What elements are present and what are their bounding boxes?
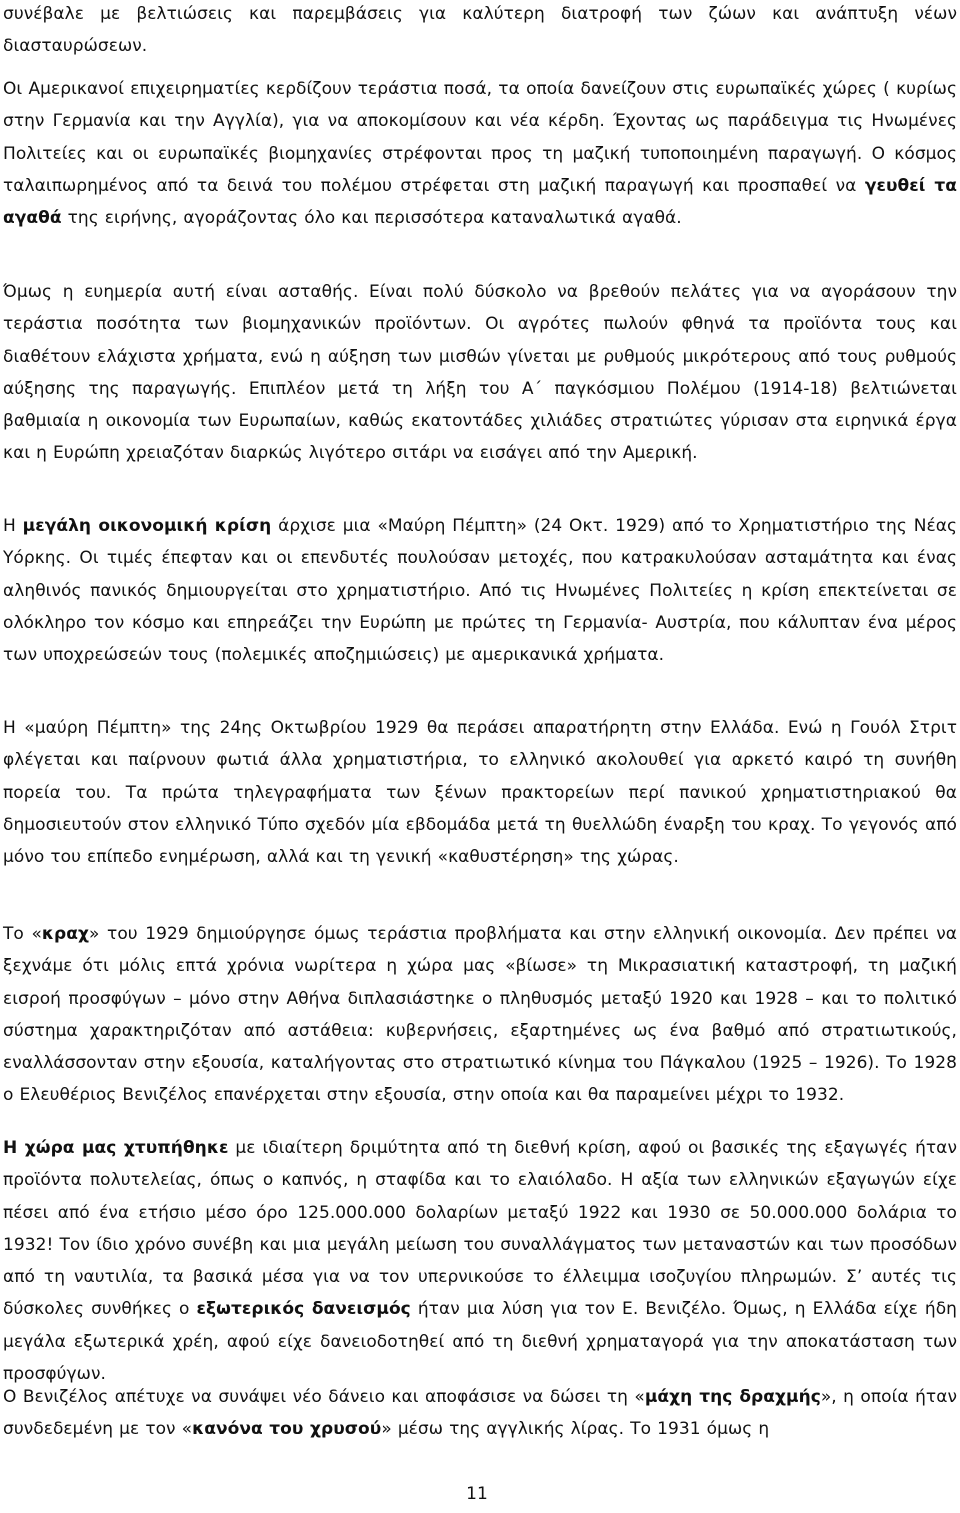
bold-text-run: μάχη της δραχμής: [644, 1387, 821, 1407]
text-run: », η οποία ήταν συνδεδεμένη με τον «: [3, 1387, 957, 1440]
text-run: Η: [3, 516, 23, 536]
text-run: της ειρήνης, αγοράζοντας όλο και περισσότερα καταναλωτικά αγαθά.: [61, 208, 682, 229]
text-run: Όμως η ευημερία αυτή είναι ασταθής. Είναι πολύ δύσκολο να βρεθούν πελάτες για να αγοράσουν την τεράστια ποσότητα των βιομηχανικών προϊόντων. Οι αγρότες πωλούν φθηνά τα προϊόντα τους και διαθέτουν ελάχιστα χρήματα, ενώ η αύξηση των μισθών γίνεται με ρυθμούς μικρότερους από τους ρυθμούς αύξησης της παραγωγής. Επιπλέον μετά τη λήξη του Α΄ παγκόσμιου Πολέμου (1914-18) βελτιώνεται βαθμιαία η οικονομία των Ευρωπαίων, καθώς εκατοντάδες χιλιάδες στρατιώτες γύρισαν στα ειρηνικά έργα και η Ευρώπη χρειαζόταν διαρκώς λιγότερο σιτάρι να εισάγει από την Αμερική.: [3, 282, 957, 464]
text-run: άρχισε μια «Μαύρη Πέμπτη» (24 Οκτ. 1929) από το Χρηματιστήριο της Νέας Υόρκης. Οι τιμές έπεφταν και οι επενδυτές πουλούσαν μετοχές, που κατρακυλούσαν ασταμάτητα και ένας αληθινός πανικός δημιουργείται στο χρηματιστήριο. Από τις Ηνωμένες Πολιτείες η κρίση επεκτείνεται σε ολόκληρο τον κόσμο και επηρεάζει την Ευρώπη με πρώτες τη Γερμανία- Αυστρία, που κάλυπταν ένα μέρος των υποχρεώσεών τους (πολεμικές αποζημιώσεις) με αμερικανικά χρήματα.: [3, 516, 958, 666]
paragraph-7: [3, 1132, 957, 1390]
paragraph-2: [3, 73, 957, 234]
paragraph-5: [3, 712, 957, 873]
text-run: Ο Βενιζέλος απέτυχε να συνάψει νέο δάνειο και αποφάσισε να δώσει τη «: [3, 1387, 645, 1407]
text-run: ήταν μια λύση για τον Ε. Βενιζέλο. Όμως, η Ελλάδα είχε ήδη μεγάλα εξωτερικά χρέη, αφού είχε δανειοδοτηθεί από τη διεθνή χρηματαγορά για την αποκατάσταση των προσφύγων.: [3, 1299, 957, 1385]
bold-text-run: Η χώρα μας χτυπήθηκε: [3, 1138, 229, 1158]
paragraph-6: [3, 918, 957, 1112]
text-run: Το «: [3, 924, 42, 944]
page-number: 11: [466, 1484, 488, 1504]
text-run: Η «μαύρη Πέμπτη» της 24ης Οκτωβρίου 1929 θα περάσει απαρατήρητη στην Ελλάδα. Ενώ η Γουόλ Στριτ φλέγεται και παίρνουν φωτιά άλλα χρηματιστήρια, το ελληνικό ακολουθεί για αρκετό καιρό τη συνήθη πορεία του. Τα πρώτα τηλεγραφήματα των ξένων πρακτορείων περί πανικού χρηματιστηριακού θα δημοσιευτούν στον ελληνικό Τύπο σχεδόν μία εβδομάδα μετά τη θυελλώδη έναρξη του κραχ. Το γεγονός από μόνο του επίπεδο ενημέρωση, αλλά και τη γενική «καθυστέρηση» της χώρας.: [3, 718, 957, 868]
text-run: Οι Αμερικανοί επιχειρηματίες κερδίζουν τεράστια ποσά, τα οποία δανείζουν στις ευρωπαϊκές χώρες ( κυρίως στην Γερμανία και την Αγγλία), για να αποκομίσουν και νέα κέρδη. Έχοντας ως παράδειγμα τις Ηνωμένες Πολιτείες και οι ευρωπαϊκές βιομηχανίες στρέφονται προς τη μαζική τυποποιημένη παραγωγή. Ο κόσμος ταλαιπωρημένος από τα δεινά του πολέμου στρέφεται στη μαζική παραγωγή και προσπαθεί να: [3, 79, 957, 196]
paragraph-8: [3, 1381, 957, 1446]
text-run: συνέβαλε με βελτιώσεις και παρεμβάσεις για καλύτερη διατροφή των ζώων και ανάπτυξη νέων διασταυρώσεων.: [3, 4, 957, 57]
paragraph-4: [3, 510, 957, 671]
text-run: » μέσω της αγγλικής λίρας. Το 1931 όμως η: [381, 1419, 770, 1440]
text-run: » του 1929 δημιούργησε όμως τεράστια προβλήματα και στην ελληνική οικονομία. Δεν πρέπει να ξεχνάμε ότι μόλις επτά χρόνια νωρίτερα η χώρα μας «βίωσε» τη Μικρασιατική καταστροφή, τη μαζική εισροή προσφύγων – μόνο στην Αθήνα διπλασιάστηκε ο πληθυσμός μεταξύ 1920 και 1928 – και το πολιτικό σύστημα χαρακτηριζόταν από αστάθεια: κυβερνήσεις, εξαρτημένες ως ένα βαθμό από στρατιωτικούς, εναλλάσσονταν στην εξουσία, καταλήγοντας στο στρατιωτικό κίνημα του Πάγκαλου (1925 – 1926). Το 1928 ο Ελευθέριος Βενιζέλος επανέρχεται στην εξουσία, στην οποία και θα παραμείνει μέχρι το 1932.: [3, 924, 957, 1106]
text-run: με ιδιαίτερη δριμύτητα από τη διεθνή κρίση, αφού οι βασικές της εξαγωγές ήταν προϊόντα πολυτελείας, όπως ο καπνός, η σταφίδα και το ελαιόλαδο. Η αξία των ελληνικών εξαγωγών είχε πέσει από ένα ετήσιο μέσο όρο 125.000.000 δολαρίων μεταξύ 1922 και 1930 σε 50.000.000 δολάρια το 1932! Τον ίδιο χρόνο συνέβη και μια μεγάλη μείωση του συναλλάγματος των μεταναστών και των προσόδων από τη ναυτιλία, τα βασικά μέσα για να τον υπερνικούσε το έλλειμμα ισοζυγίου πληρωμών. Σ’ αυτές τις δύσκολες συνθήκες ο: [3, 1138, 957, 1320]
bold-text-run: κραχ: [41, 924, 90, 944]
bold-text-run: μεγάλη οικονομική κρίση: [22, 516, 272, 536]
bold-text-run: εξωτερικός δανεισμός: [196, 1299, 411, 1320]
paragraph-3: [3, 276, 957, 470]
bold-text-run: γευθεί τα αγαθά: [3, 175, 957, 229]
paragraph-1: [3, 0, 957, 63]
bold-text-run: κανόνα του χρυσού: [192, 1419, 382, 1440]
